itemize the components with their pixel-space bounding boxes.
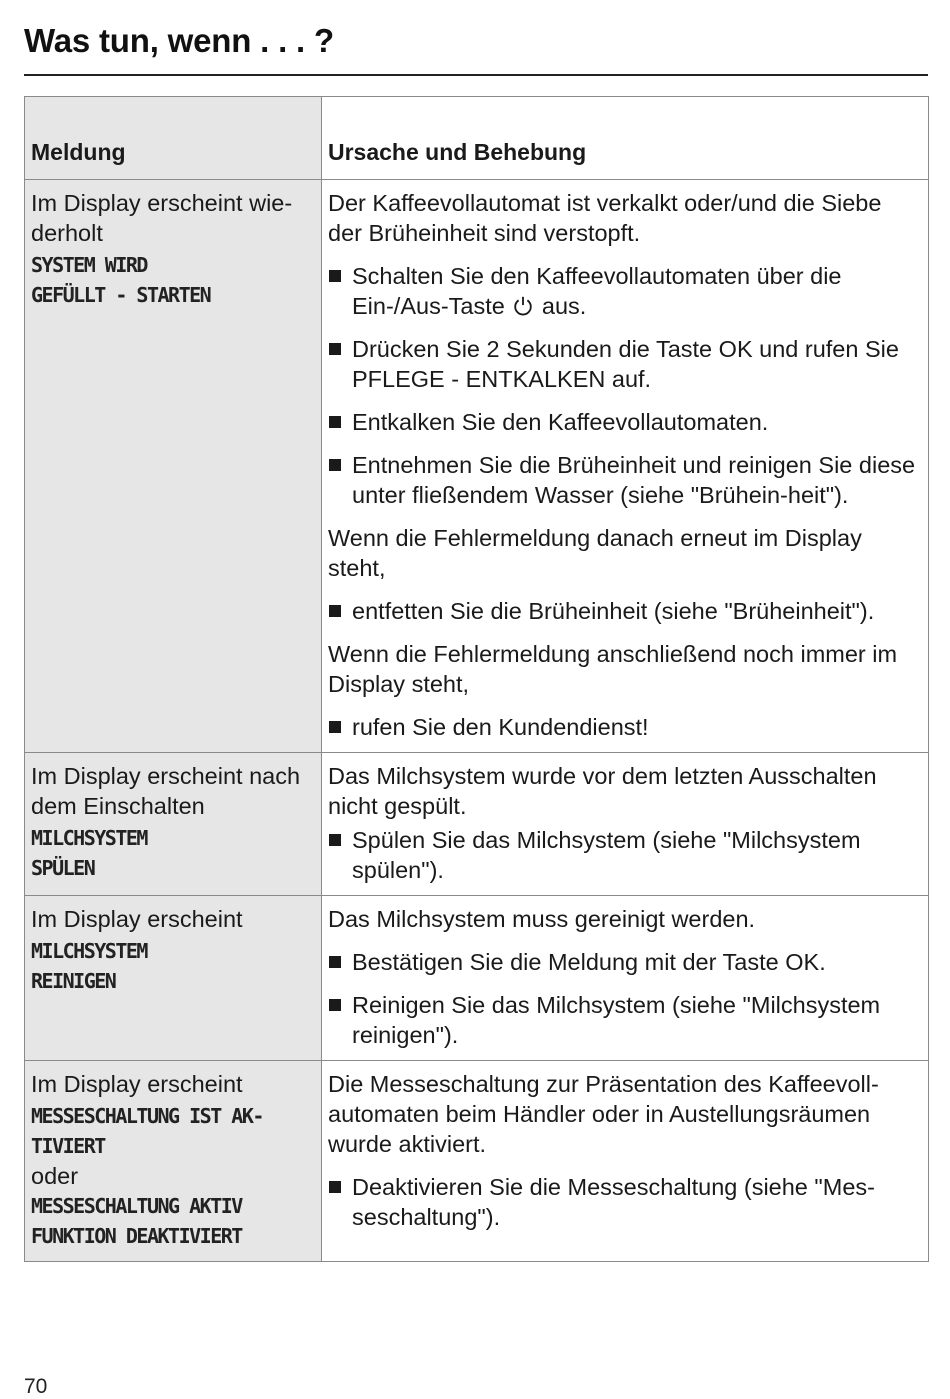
table-row: [25, 896, 929, 1061]
bullet-square-icon: [329, 605, 341, 617]
message-connector: oder: [31, 1163, 79, 1189]
bullet-square-icon: [329, 956, 341, 968]
remedy-text: Drücken Sie 2 Sekunden die Taste OK und rufen Sie PFLEGE - ENTKALKEN auf.: [352, 336, 899, 392]
list-item: [328, 947, 920, 977]
remedy-text: Entkalken Sie den Kaffeevollautomaten.: [352, 409, 769, 435]
table-header-row: [25, 97, 929, 180]
cause-intro: Der Kaffeevollautomat ist verkalkt oder/und die Siebe der Brüheinheit sind verstopft.: [328, 190, 882, 246]
table-row: [25, 753, 929, 896]
page-number: 70: [24, 1375, 48, 1398]
list-item: [328, 261, 920, 321]
message-cell: [25, 896, 322, 1061]
list-item: [328, 712, 920, 742]
message-cell: [25, 1061, 322, 1262]
remedy-text: Deaktivieren Sie die Messeschaltung (siehe "Mes-seschaltung").: [352, 1174, 875, 1230]
bullet-square-icon: [329, 721, 341, 733]
list-item: [328, 407, 920, 437]
bullet-square-icon: [329, 270, 341, 282]
remedy-list: [328, 261, 920, 510]
message-cell: [25, 180, 322, 753]
display-message-line: MILCHSYSTEM: [31, 826, 147, 850]
remedy-text-suffix: aus.: [541, 293, 587, 319]
remedy-list: [328, 596, 920, 626]
cause-cell: [322, 180, 929, 753]
remedy-text: entfetten Sie die Brüheinheit (siehe "Brüheinheit").: [352, 598, 875, 624]
display-message-line: TIVIERT: [31, 1134, 105, 1158]
list-item: [328, 596, 920, 626]
bullet-square-icon: [329, 343, 341, 355]
display-message-line: MESSESCHALTUNG AKTIV: [31, 1194, 242, 1218]
display-message-line: MILCHSYSTEM: [31, 939, 147, 963]
bullet-square-icon: [329, 459, 341, 471]
message-text: Im Display erscheint: [31, 906, 243, 932]
remedy-list: [328, 712, 920, 742]
remedy-text: Reinigen Sie das Milchsystem (siehe "Milchsystem reinigen").: [352, 992, 881, 1048]
followup-text: Wenn die Fehlermeldung danach erneut im Display steht,: [328, 525, 862, 581]
list-item: [328, 1172, 920, 1232]
bullet-square-icon: [329, 999, 341, 1011]
list-item: [328, 334, 920, 394]
message-text: Im Display erscheint nach dem Einschalten: [31, 763, 301, 819]
display-message-line: SPÜLEN: [31, 856, 95, 880]
display-message-line: MESSESCHALTUNG IST AK-: [31, 1104, 263, 1128]
column-header-cause: Ursache und Behebung: [322, 97, 929, 180]
table-row: [25, 1061, 929, 1262]
remedy-text: Schalten Sie den Kaffeevollautomaten über die Ein-/Aus-Taste: [352, 263, 842, 319]
cause-cell: [322, 896, 929, 1061]
message-cell: [25, 753, 322, 896]
cause-intro: Das Milchsystem muss gereinigt werden.: [328, 906, 756, 932]
list-item: [328, 825, 920, 885]
bullet-square-icon: [329, 416, 341, 428]
message-text: Im Display erscheint: [31, 1071, 243, 1097]
cause-intro: Die Messeschaltung zur Präsentation des Kaffeevoll-automaten beim Händler oder in Austellungsräumen wurde aktiviert.: [328, 1071, 879, 1157]
column-header-message: Meldung: [25, 97, 322, 180]
title-divider: [24, 74, 928, 76]
remedy-list: [328, 947, 920, 1050]
cause-intro: Das Milchsystem wurde vor dem letzten Ausschalten nicht gespült.: [328, 763, 877, 819]
display-message-line: GEFÜLLT - STARTEN: [31, 283, 211, 307]
remedy-text: Bestätigen Sie die Meldung mit der Taste OK.: [352, 949, 826, 975]
page-title: Was tun, wenn . . . ?: [24, 22, 334, 59]
cause-cell: [322, 1061, 929, 1262]
cause-cell: [322, 753, 929, 896]
remedy-list: [328, 825, 920, 885]
remedy-text: Entnehmen Sie die Brüheinheit und reinigen Sie diese unter fließendem Wasser (siehe "Brühein-heit").: [352, 452, 916, 508]
display-message-line: REINIGEN: [31, 969, 116, 993]
display-message-line: SYSTEM WIRD: [31, 253, 147, 277]
troubleshooting-table: [24, 96, 929, 1262]
message-text: Im Display erscheint wie-derholt: [31, 190, 293, 246]
list-item: [328, 990, 920, 1050]
remedy-list: [328, 1172, 920, 1232]
power-icon: [512, 295, 534, 317]
followup-text: Wenn die Fehlermeldung anschließend noch immer im Display steht,: [328, 641, 898, 697]
list-item: [328, 450, 920, 510]
remedy-text: rufen Sie den Kundendienst!: [352, 714, 649, 740]
remedy-text: Spülen Sie das Milchsystem (siehe "Milchsystem spülen").: [352, 827, 861, 883]
bullet-square-icon: [329, 1181, 341, 1193]
bullet-square-icon: [329, 834, 341, 846]
display-message-line: FUNKTION DEAKTIVIERT: [31, 1224, 242, 1248]
table-row: [25, 180, 929, 753]
